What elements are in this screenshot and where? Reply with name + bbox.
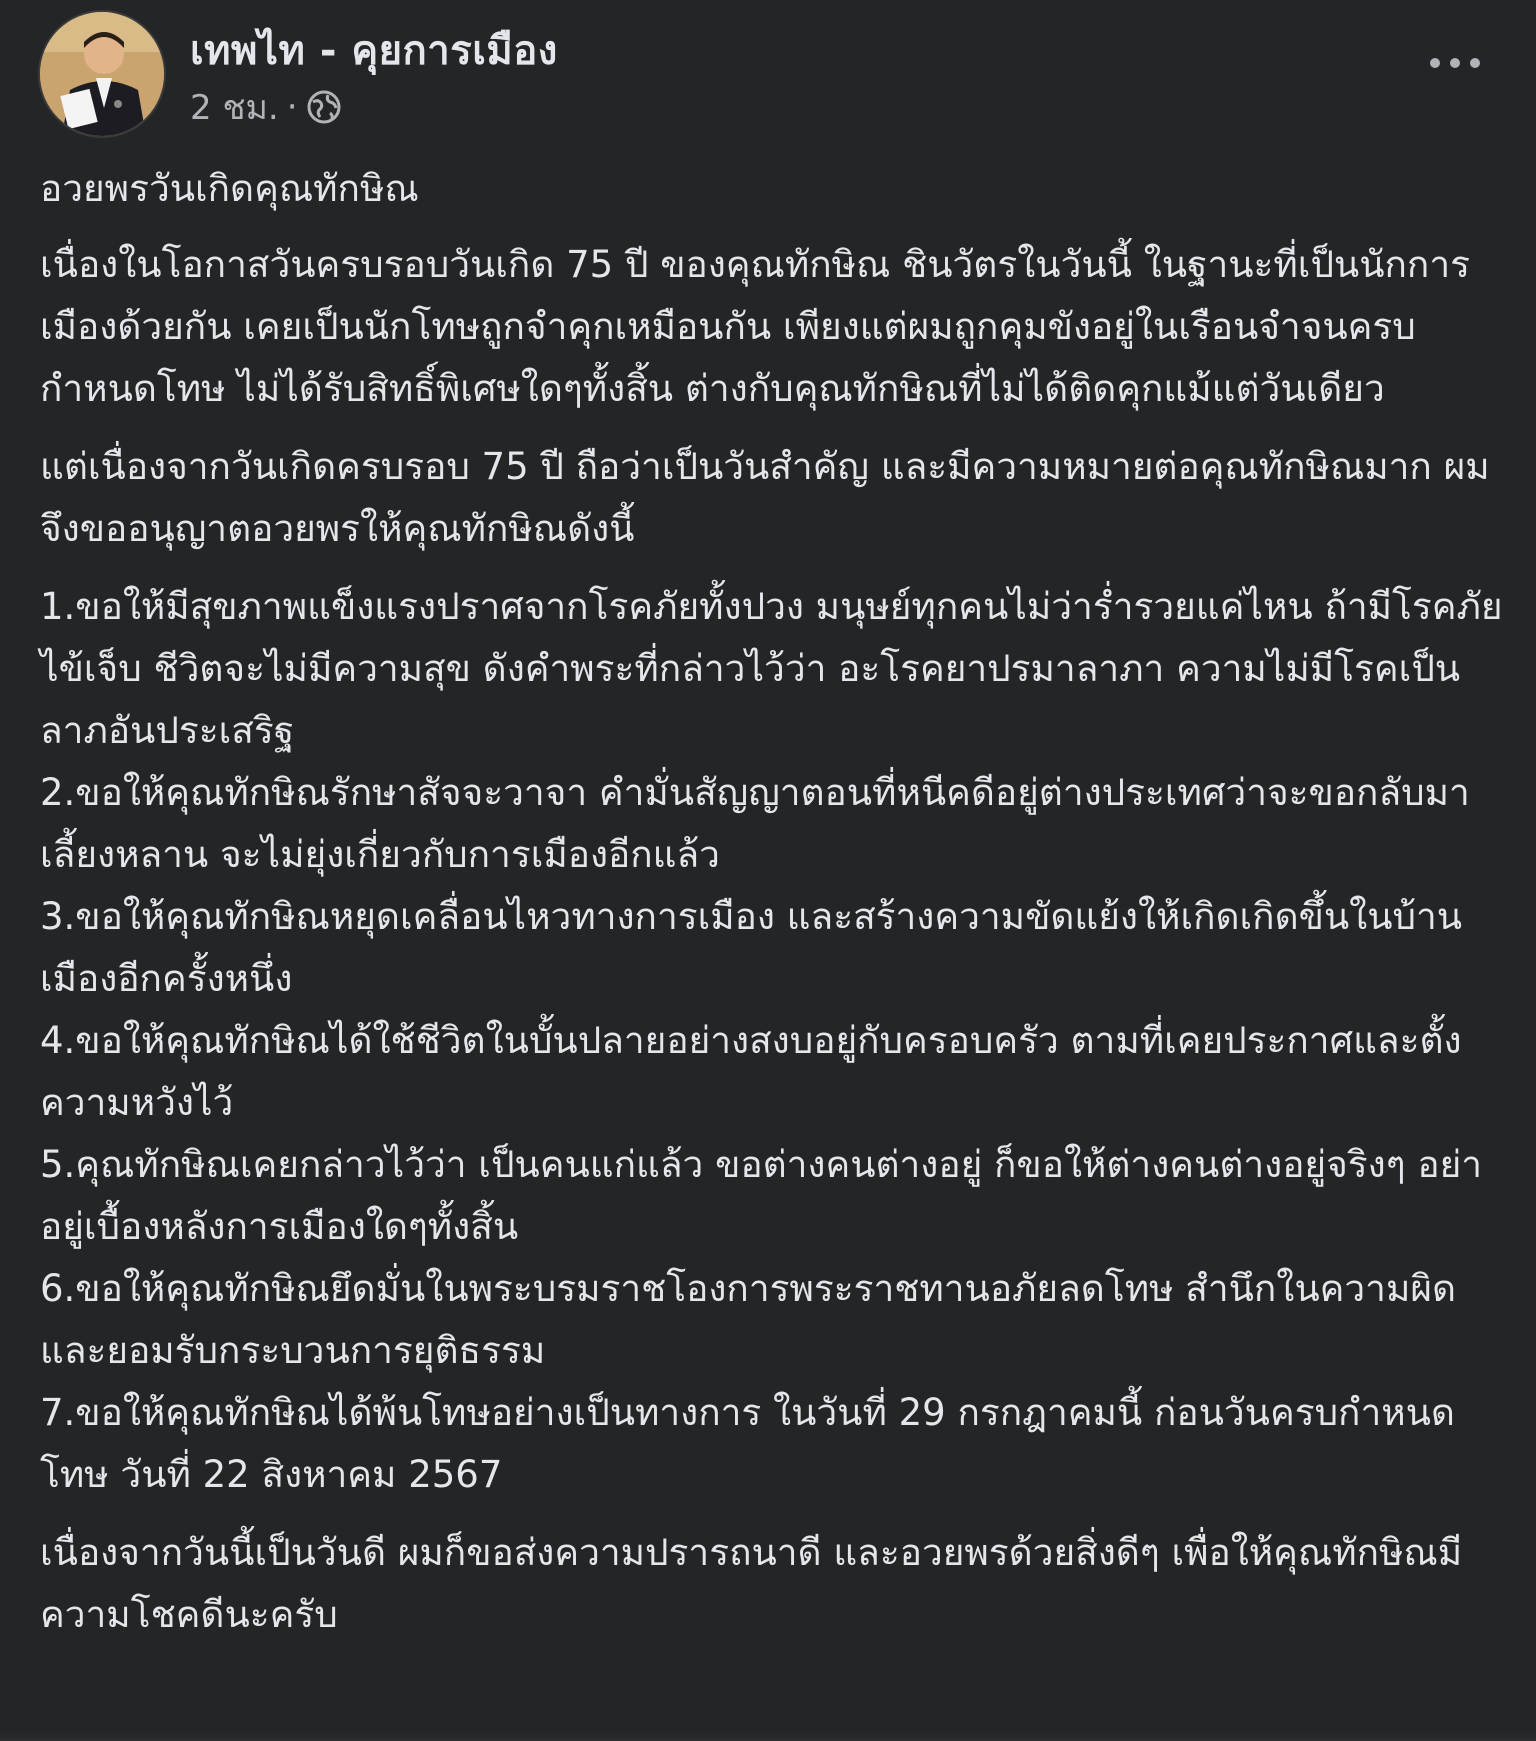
wish-item: 3.ขอให้คุณทักษิณหยุดเคลื่อนไหวทางการเมือง และสร้างความขัดแย้งให้เกิดเกิดขึ้นในบ้านเมืองอีกครั้งหนึ่ง (40, 895, 1463, 1000)
post-closing: เนื่องจากวันนี้เป็นวันดี ผมก็ขอส่งความปรารถนาดี และอวยพรด้วยสิ่งดีๆ เพื่อให้คุณทักษิณมีความโชคดีนะครับ (40, 1531, 1463, 1636)
post-paragraph: แต่เนื่องจากวันเกิดครบรอบ 75 ปี ถือว่าเป็นวันสำคัญ และมีความหมายต่อคุณทักษิณมาก ผมจึงขออนุญาตอวยพรให้คุณทักษิณดังนี้ (40, 445, 1490, 550)
avatar-image (40, 12, 164, 136)
globe-icon (306, 89, 342, 125)
wish-item: 6.ขอให้คุณทักษิณยึดมั่นในพระบรมราชโองการพระราชทานอภัยลดโทษ สำนึกในความผิดและยอมรับกระบวนการยุติธรรม (40, 1267, 1457, 1372)
more-options-button[interactable] (1420, 38, 1490, 88)
post-time[interactable]: 2 ชม. (190, 88, 279, 128)
wish-list (40, 576, 1510, 1506)
wish-item: 7.ขอให้คุณทักษิณได้พ้นโทษอย่างเป็นทางการ ในวันที่ 29 กรกฎาคมนี้ ก่อนวันครบกำหนดโทษ วันที่ 22 สิงหาคม 2567 (40, 1391, 1455, 1496)
bottom-edge (0, 1731, 1536, 1741)
post-paragraph: เนื่องในโอกาสวันครบรอบวันเกิด 75 ปี ของคุณทักษิณ ชินวัตรในวันนี้ ในฐานะที่เป็นนักการเมืองด้วยกัน เคยเป็นนักโทษถูกจำคุกเหมือนกัน เพียงแต่ผมถูกคุมขังอยู่ในเรือนจำจนครบกำหนดโทษ ไม่ได้รับสิทธิ์พิเศษใดๆทั้งสิ้น ต่างกับคุณทักษิณที่ไม่ได้ติดคุกแม้แต่วันเดียว (40, 243, 1470, 410)
wish-item: 1.ขอให้มีสุขภาพแข็งแรงปราศจากโรคภัยทั้งปวง มนุษย์ทุกคนไม่ว่าร่ำรวยแค่ไหน ถ้ามีโรคภัยไข้เจ็บ ชีวิตจะไม่มีความสุข ดังคำพระที่กล่าวไว้ว่า อะโรคยาปรมาลาภา ความไม่มีโรคเป็นลาภอันประเสริฐ (40, 585, 1503, 752)
wish-item: 5.คุณทักษิณเคยกล่าวไว้ว่า เป็นคนแก่แล้ว ขอต่างคนต่างอยู่ ก็ขอให้ต่างคนต่างอยู่จริงๆ อย่าอยู่เบื้องหลังการเมืองใดๆทั้งสิ้น (40, 1143, 1483, 1248)
post-title: อวยพรวันเกิดคุณทักษิณ (40, 167, 419, 210)
meta-separator: · (286, 87, 298, 127)
more-options-icon (1427, 53, 1483, 73)
author-name[interactable]: เทพไท - คุยการเมือง (190, 28, 558, 74)
post-meta (190, 80, 342, 134)
wish-item: 2.ขอให้คุณทักษิณรักษาสัจจะวาจา คำมั่นสัญญาตอนที่หนีคดีอยู่ต่างประเทศว่าจะขอกลับมาเลี้ยงหลาน จะไม่ยุ่งเกี่ยวกับการเมืองอีกแล้ว (40, 771, 1470, 876)
post-body (40, 158, 1510, 1662)
avatar[interactable] (40, 12, 164, 136)
post-header (40, 12, 1500, 132)
wish-item: 4.ขอให้คุณทักษิณได้ใช้ชีวิตในบั้นปลายอย่างสงบอยู่กับครอบครัว ตามที่เคยประกาศและตั้งความหวังไว้ (40, 1019, 1462, 1124)
